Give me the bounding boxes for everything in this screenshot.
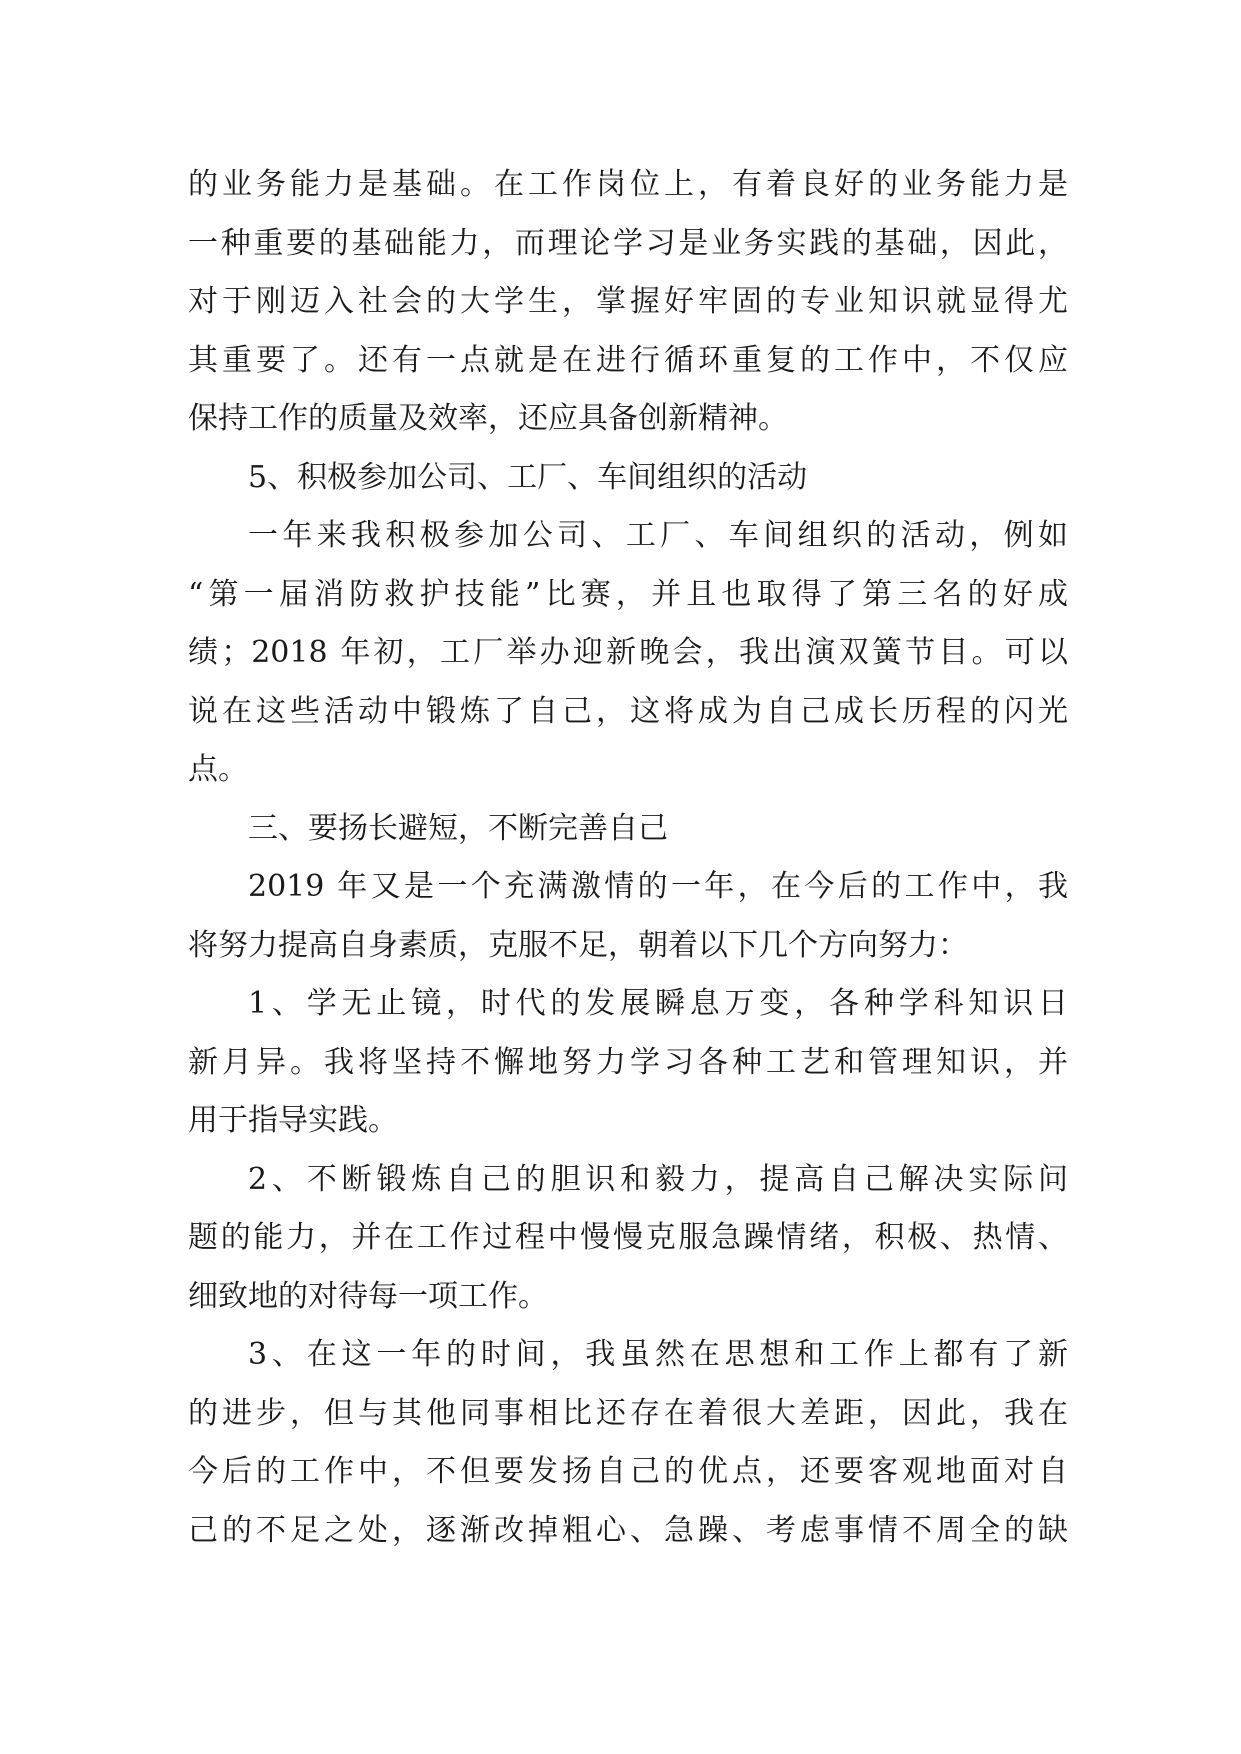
text-line: 对于刚迈入社会的大学生，掌握好牢固的专业知识就显得尤 xyxy=(188,284,1068,319)
text-line: 3、在这一年的时间，我虽然在思想和工作上都有了新 xyxy=(248,1337,1068,1372)
text-line: 三、要扬长避短，不断完善自己 xyxy=(248,810,668,846)
text-line: 2019 年又是一个充满激情的一年，在今后的工作中，我 xyxy=(248,869,1068,904)
text-line: 细致地的对待每一项工作。 xyxy=(188,1278,548,1314)
text-line: 一种重要的基础能力，而理论学习是业务实践的基础，因此， xyxy=(188,225,1068,261)
text-line: 1、学无止镜，时代的发展瞬息万变，各种学科知识日 xyxy=(248,986,1068,1021)
text-line: 将努力提高自身素质，克服不足，朝着以下几个方向努力： xyxy=(188,927,968,963)
text-line: 用于指导实践。 xyxy=(188,1103,398,1138)
text-line: 的业务能力是基础。在工作岗位上，有着良好的业务能力是 xyxy=(188,167,1068,202)
text-line: “第一届消防救护技能”比赛，并且也取得了第三名的好成 xyxy=(188,576,1068,612)
text-line: 一年来我积极参加公司、工厂、车间组织的活动，例如 xyxy=(248,518,1068,553)
text-line: 题的能力，并在工作过程中慢慢克服急躁情绪，积极、热情、 xyxy=(188,1220,1068,1255)
text-line: 己的不足之处，逐渐改掉粗心、急躁、考虑事情不周全的缺 xyxy=(188,1512,1068,1548)
text-line: 的进步，但与其他同事相比还存在着很大差距，因此，我在 xyxy=(188,1395,1068,1431)
text-line: 2、不断锻炼自己的胆识和毅力，提高自己解决实际问 xyxy=(248,1161,1068,1197)
text-line: 5、积极参加公司、工厂、车间组织的活动 xyxy=(248,459,808,495)
text-line: 说在这些活动中锻炼了自己，这将成为自己成长历程的闪光 xyxy=(188,693,1068,729)
text-line: 今后的工作中，不但要发扬自己的优点，还要客观地面对自 xyxy=(188,1454,1068,1489)
text-line: 其重要了。还有一点就是在进行循环重复的工作中，不仅应 xyxy=(188,342,1068,378)
text-line: 保持工作的质量及效率，还应具备创新精神。 xyxy=(188,401,788,436)
text-line: 新月异。我将坚持不懈地努力学习各种工艺和管理知识，并 xyxy=(188,1044,1068,1080)
text-line: 点。 xyxy=(188,752,248,787)
text-line: 绩；2018 年初，工厂举办迎新晚会，我出演双簧节目。可以 xyxy=(188,635,1068,670)
document-body xyxy=(188,156,1068,1560)
